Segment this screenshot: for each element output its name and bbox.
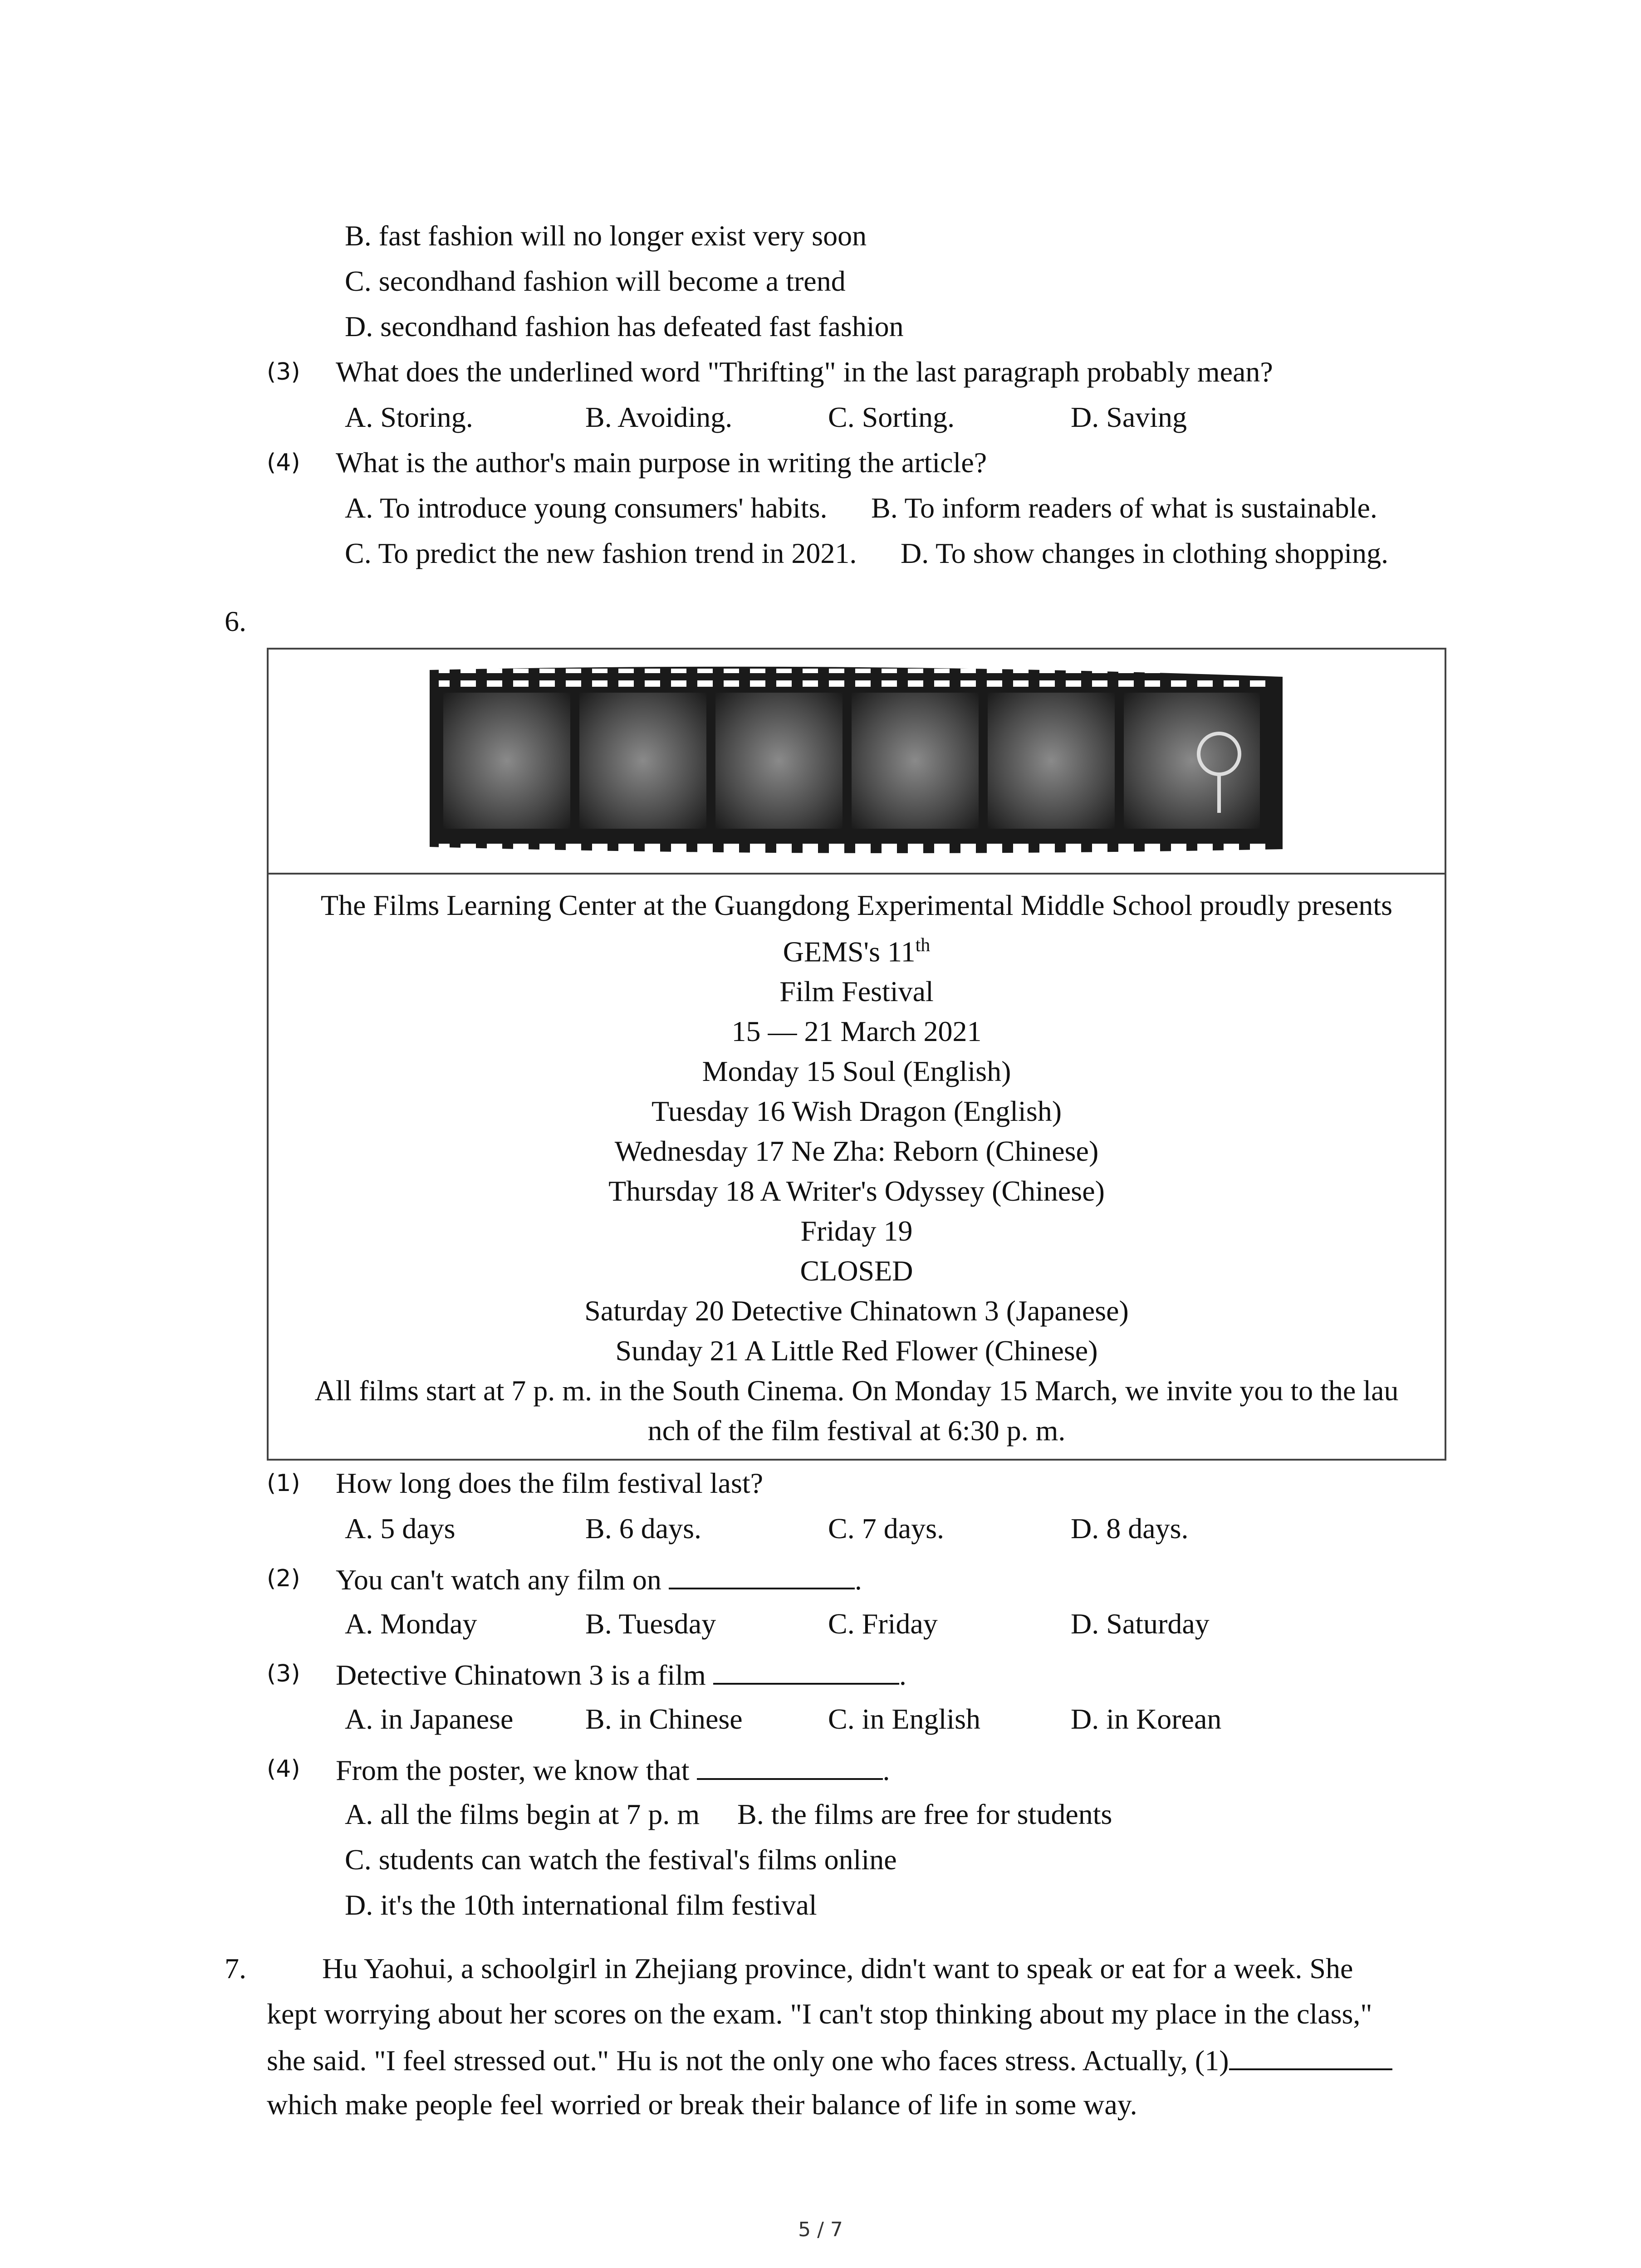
poster-divider	[269, 873, 1445, 875]
answer-blank	[697, 1751, 883, 1780]
q6-4-number: (4)	[267, 1755, 300, 1783]
q7-line-3: she said. "I feel stressed out." Hu is not the only one who faces stress. Actually, (1)	[267, 2041, 1392, 2079]
schedule-friday: Friday 19	[800, 1215, 913, 1247]
q6-3-option-a: A. in Japanese	[345, 1703, 514, 1735]
q6-1-option-a: A. 5 days	[345, 1512, 456, 1545]
q6-3-number: (3)	[267, 1660, 300, 1687]
q5-4-text: What is the author's main purpose in writing the article?	[336, 446, 987, 479]
film-festival-poster	[267, 648, 1446, 1461]
q6-2-option-c: C. Friday	[828, 1608, 938, 1640]
answer-blank	[1229, 2041, 1392, 2070]
q5-4-option-a: A. To introduce young consumers' habits.	[345, 492, 828, 524]
q7-line-2: kept worrying about her scores on the exam. "I can't stop thinking about my place in the class,"	[267, 1998, 1372, 2030]
poster-subtitle: Film Festival	[779, 975, 934, 1008]
q6-2-option-a: A. Monday	[345, 1608, 477, 1640]
q6-3-option-c: C. in English	[828, 1703, 981, 1735]
q5-3-option-c: C. Sorting.	[828, 401, 955, 433]
q5-3-number: (3)	[267, 358, 300, 386]
q6-4-option-b: B. the films are free for students	[737, 1798, 1112, 1830]
q5-4-option-d: D. To show changes in clothing shopping.	[901, 537, 1389, 569]
q5-4-number: (4)	[267, 449, 300, 476]
q6-2-line: You can't watch any film on .	[336, 1560, 862, 1598]
q6-4-option-c: C. students can watch the festival's films online	[345, 1843, 897, 1876]
q6-2-option-d: D. Saturday	[1071, 1608, 1210, 1640]
q7-line-4: which make people feel worried or break their balance of life in some way.	[267, 2088, 1137, 2121]
q5-2-option-c: C. secondhand fashion will become a trend	[345, 265, 846, 297]
poster-dates: 15 — 21 March 2021	[731, 1015, 982, 1048]
q6-2-option-b: B. Tuesday	[585, 1608, 716, 1640]
q6-1-text: How long does the film festival last?	[336, 1467, 764, 1499]
q5-4-option-c: C. To predict the new fashion trend in 2021.	[345, 537, 857, 569]
schedule-closed: CLOSED	[800, 1255, 913, 1287]
schedule-saturday: Saturday 20 Detective Chinatown 3 (Japanese)	[584, 1295, 1129, 1327]
poster-note-line1: All films start at 7 p. m. in the South Cinema. On Monday 15 March, we invite you to the lau	[314, 1374, 1399, 1407]
q6-3-option-b: B. in Chinese	[585, 1703, 743, 1735]
poster-note-line2: nch of the film festival at 6:30 p. m.	[647, 1414, 1066, 1447]
q6-label: 6.	[225, 605, 246, 637]
answer-blank	[713, 1656, 899, 1685]
schedule-thursday: Thursday 18 A Writer's Odyssey (Chinese)	[608, 1175, 1105, 1207]
q6-1-option-d: D. 8 days.	[1071, 1512, 1189, 1545]
answer-blank	[669, 1560, 855, 1589]
schedule-monday: Monday 15 Soul (English)	[702, 1055, 1011, 1088]
schedule-tuesday: Tuesday 16 Wish Dragon (English)	[651, 1095, 1062, 1128]
poster-title: GEMS's 11th	[783, 935, 931, 968]
q5-2-option-b: B. fast fashion will no longer exist very soon	[345, 220, 867, 252]
schedule-sunday: Sunday 21 A Little Red Flower (Chinese)	[615, 1334, 1098, 1367]
page-number: 5 / 7	[798, 2218, 843, 2241]
q6-1-number: (1)	[267, 1470, 300, 1497]
q6-1-option-b: B. 6 days.	[585, 1512, 701, 1545]
q5-3-option-d: D. Saving	[1071, 401, 1187, 433]
q6-4-option-d: D. it's the 10th international film festival	[345, 1889, 817, 1921]
q7-label: 7.	[225, 1952, 246, 1984]
film-strip-image	[430, 659, 1283, 863]
q5-2-option-d: D. secondhand fashion has defeated fast fashion	[345, 310, 904, 342]
q5-3-option-a: A. Storing.	[345, 401, 473, 433]
q7-line-1: Hu Yaohui, a schoolgirl in Zhejiang province, didn't want to speak or eat for a week. She	[322, 1952, 1353, 1984]
q6-3-option-d: D. in Korean	[1071, 1703, 1222, 1735]
poster-intro: The Films Learning Center at the Guangdong Experimental Middle School proudly presents	[320, 889, 1393, 921]
q6-1-option-c: C. 7 days.	[828, 1512, 944, 1545]
q6-3-line: Detective Chinatown 3 is a film .	[336, 1656, 906, 1693]
q5-3-option-b: B. Avoiding.	[585, 401, 733, 433]
q6-4-option-a: A. all the films begin at 7 p. m	[345, 1798, 700, 1830]
q5-4-option-b: B. To inform readers of what is sustainable.	[871, 492, 1377, 524]
q6-2-number: (2)	[267, 1565, 300, 1592]
q6-4-line: From the poster, we know that .	[336, 1751, 890, 1789]
schedule-wednesday: Wednesday 17 Ne Zha: Reborn (Chinese)	[614, 1135, 1099, 1168]
q5-3-text: What does the underlined word "Thrifting" in the last paragraph probably mean?	[336, 356, 1273, 388]
